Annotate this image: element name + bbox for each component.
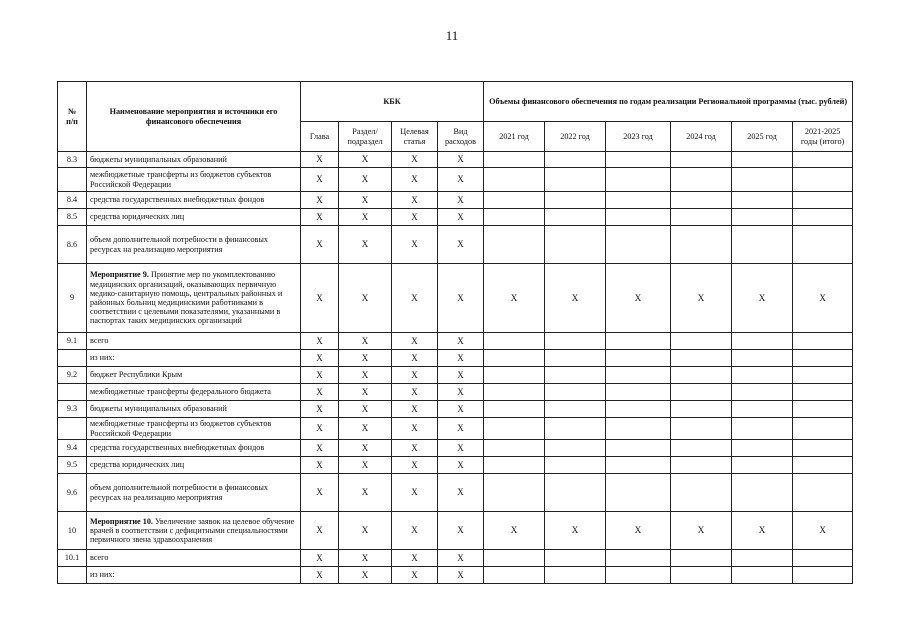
row-text: объем дополнительной потребности в финансовых ресурсах на реализацию мероприятия bbox=[90, 235, 269, 254]
year-amount-cell bbox=[484, 401, 545, 418]
kbk-cell: X bbox=[301, 209, 339, 226]
header-num: № п/п bbox=[58, 82, 87, 152]
year-amount-cell bbox=[793, 401, 853, 418]
kbk-cell: X bbox=[301, 401, 339, 418]
row-description bbox=[87, 418, 301, 440]
kbk-cell: X bbox=[301, 474, 339, 512]
kbk-cell: X bbox=[301, 264, 339, 333]
header-year-col: 2023 год bbox=[606, 122, 671, 152]
year-amount-cell bbox=[671, 192, 732, 209]
year-amount-cell bbox=[545, 209, 606, 226]
header-year-col: 2025 год bbox=[732, 122, 793, 152]
year-amount-cell bbox=[484, 350, 545, 367]
table-row bbox=[58, 367, 853, 384]
year-amount-cell bbox=[671, 418, 732, 440]
year-amount-cell bbox=[606, 457, 671, 474]
year-amount-cell bbox=[793, 457, 853, 474]
year-amount-cell: X bbox=[732, 264, 793, 333]
row-text: средства государственных внебюджетных фондов bbox=[90, 443, 265, 453]
kbk-cell: X bbox=[392, 333, 438, 350]
year-amount-cell bbox=[484, 226, 545, 264]
year-amount-cell bbox=[545, 474, 606, 512]
year-amount-cell bbox=[793, 168, 853, 192]
kbk-cell: X bbox=[339, 192, 392, 209]
kbk-cell: X bbox=[339, 209, 392, 226]
year-amount-cell bbox=[793, 192, 853, 209]
kbk-cell: X bbox=[339, 384, 392, 401]
row-number: 8.3 bbox=[58, 152, 87, 168]
year-amount-cell bbox=[732, 209, 793, 226]
year-amount-cell bbox=[606, 401, 671, 418]
table-row bbox=[58, 209, 853, 226]
row-text: средства государственных внебюджетных фондов bbox=[90, 195, 265, 205]
year-amount-cell bbox=[671, 209, 732, 226]
page-number: 11 bbox=[445, 28, 459, 43]
year-amount-cell bbox=[671, 226, 732, 264]
row-text: Принятие мер по укомплектованию медицинских организаций, оказывающих первичную медико-санитарную помощь, центральных районных и районных больниц медицинскими работниками в соответствии с целевыми показателями, указанными в паспортах таких медицинских организаций bbox=[90, 270, 283, 326]
kbk-cell: X bbox=[438, 333, 484, 350]
year-amount-cell: X bbox=[671, 512, 732, 550]
kbk-cell: X bbox=[339, 152, 392, 168]
kbk-cell: X bbox=[301, 418, 339, 440]
header-funding: Объемы финансового обеспечения по годам реализации Региональной программы (тыс. рублей) bbox=[484, 82, 853, 122]
year-amount-cell: X bbox=[545, 264, 606, 333]
kbk-cell: X bbox=[339, 440, 392, 457]
kbk-cell: X bbox=[392, 401, 438, 418]
kbk-cell: X bbox=[301, 457, 339, 474]
year-amount-cell bbox=[484, 418, 545, 440]
kbk-cell: X bbox=[438, 350, 484, 367]
year-amount-cell bbox=[671, 401, 732, 418]
kbk-cell: X bbox=[438, 401, 484, 418]
year-amount-cell bbox=[671, 384, 732, 401]
kbk-cell: X bbox=[438, 440, 484, 457]
row-text: из них: bbox=[90, 570, 115, 580]
row-text: из них: bbox=[90, 353, 115, 363]
kbk-cell: X bbox=[438, 457, 484, 474]
year-amount-cell: X bbox=[732, 512, 793, 550]
table-row bbox=[58, 440, 853, 457]
year-amount-cell: X bbox=[484, 512, 545, 550]
year-amount-cell bbox=[732, 333, 793, 350]
row-number: 9.2 bbox=[58, 367, 87, 384]
kbk-cell: X bbox=[438, 512, 484, 550]
year-amount-cell bbox=[732, 474, 793, 512]
table-row bbox=[58, 333, 853, 350]
year-amount-cell bbox=[671, 168, 732, 192]
row-number bbox=[58, 418, 87, 440]
year-amount-cell bbox=[793, 333, 853, 350]
row-description bbox=[87, 401, 301, 418]
year-amount-cell bbox=[606, 384, 671, 401]
kbk-cell: X bbox=[301, 226, 339, 264]
row-text: бюджет Республики Крым bbox=[90, 370, 183, 380]
row-description bbox=[87, 384, 301, 401]
table-row bbox=[58, 474, 853, 512]
row-text: бюджеты муниципальных образований bbox=[90, 404, 227, 414]
kbk-cell: X bbox=[438, 152, 484, 168]
kbk-cell: X bbox=[392, 440, 438, 457]
table-row bbox=[58, 567, 853, 584]
year-amount-cell bbox=[484, 367, 545, 384]
kbk-cell: X bbox=[339, 512, 392, 550]
year-amount-cell bbox=[793, 567, 853, 584]
year-amount-cell bbox=[606, 440, 671, 457]
kbk-cell: X bbox=[392, 384, 438, 401]
kbk-cell: X bbox=[301, 350, 339, 367]
year-amount-cell bbox=[732, 152, 793, 168]
year-amount-cell bbox=[732, 401, 793, 418]
year-amount-cell bbox=[732, 384, 793, 401]
row-number bbox=[58, 567, 87, 584]
year-amount-cell bbox=[545, 350, 606, 367]
kbk-cell: X bbox=[438, 209, 484, 226]
row-description bbox=[87, 457, 301, 474]
year-amount-cell bbox=[793, 384, 853, 401]
year-amount-cell bbox=[484, 474, 545, 512]
table-row bbox=[58, 264, 853, 333]
year-amount-cell bbox=[484, 192, 545, 209]
row-text: Увеличение заявок на целевое обучение врачей в соответствии с дефицитными специальностями первичного звена здравоохранения bbox=[90, 516, 295, 545]
year-amount-cell bbox=[732, 192, 793, 209]
year-amount-cell bbox=[484, 457, 545, 474]
year-amount-cell bbox=[606, 474, 671, 512]
row-number: 8.6 bbox=[58, 226, 87, 264]
funding-table bbox=[57, 81, 853, 584]
year-amount-cell: X bbox=[484, 264, 545, 333]
kbk-cell: X bbox=[301, 384, 339, 401]
year-amount-cell bbox=[793, 440, 853, 457]
year-amount-cell bbox=[732, 457, 793, 474]
row-number bbox=[58, 350, 87, 367]
kbk-cell: X bbox=[392, 418, 438, 440]
year-amount-cell bbox=[484, 333, 545, 350]
year-amount-cell bbox=[671, 567, 732, 584]
year-amount-cell bbox=[732, 226, 793, 264]
row-description bbox=[87, 512, 301, 550]
year-amount-cell bbox=[606, 333, 671, 350]
year-amount-cell bbox=[793, 550, 853, 567]
year-amount-cell bbox=[732, 367, 793, 384]
kbk-cell: X bbox=[301, 168, 339, 192]
row-text: всего bbox=[90, 553, 109, 563]
kbk-cell: X bbox=[392, 226, 438, 264]
header-kbk-col: Раздел/ подраздел bbox=[339, 122, 392, 152]
table-row bbox=[58, 418, 853, 440]
kbk-cell: X bbox=[438, 384, 484, 401]
year-amount-cell bbox=[671, 474, 732, 512]
year-amount-cell bbox=[606, 168, 671, 192]
year-amount-cell bbox=[484, 440, 545, 457]
row-text: межбюджетные трансферты из бюджетов субъектов Российской Федерации bbox=[90, 419, 272, 438]
year-amount-cell bbox=[484, 168, 545, 192]
year-amount-cell bbox=[484, 209, 545, 226]
table-row bbox=[58, 226, 853, 264]
row-description bbox=[87, 350, 301, 367]
year-amount-cell bbox=[606, 418, 671, 440]
kbk-cell: X bbox=[392, 367, 438, 384]
table-row bbox=[58, 550, 853, 567]
kbk-cell: X bbox=[438, 168, 484, 192]
kbk-cell: X bbox=[339, 401, 392, 418]
year-amount-cell bbox=[793, 367, 853, 384]
kbk-cell: X bbox=[392, 264, 438, 333]
year-amount-cell bbox=[545, 440, 606, 457]
kbk-cell: X bbox=[339, 168, 392, 192]
year-amount-cell bbox=[671, 367, 732, 384]
row-description bbox=[87, 440, 301, 457]
year-amount-cell bbox=[606, 367, 671, 384]
table-row bbox=[58, 168, 853, 192]
year-amount-cell bbox=[606, 567, 671, 584]
kbk-cell: X bbox=[392, 567, 438, 584]
row-number: 9.3 bbox=[58, 401, 87, 418]
year-amount-cell bbox=[545, 401, 606, 418]
kbk-cell: X bbox=[301, 550, 339, 567]
kbk-cell: X bbox=[301, 440, 339, 457]
row-number: 10 bbox=[58, 512, 87, 550]
kbk-cell: X bbox=[392, 192, 438, 209]
row-description bbox=[87, 226, 301, 264]
header-kbk: КБК bbox=[301, 82, 484, 122]
kbk-cell: X bbox=[392, 474, 438, 512]
kbk-cell: X bbox=[392, 550, 438, 567]
year-amount-cell bbox=[484, 384, 545, 401]
row-description bbox=[87, 567, 301, 584]
kbk-cell: X bbox=[339, 226, 392, 264]
row-text: межбюджетные трансферты федерального бюджета bbox=[90, 387, 271, 397]
row-number: 10.1 bbox=[58, 550, 87, 567]
kbk-cell: X bbox=[392, 209, 438, 226]
year-amount-cell bbox=[545, 418, 606, 440]
year-amount-cell bbox=[732, 168, 793, 192]
row-description bbox=[87, 367, 301, 384]
kbk-cell: X bbox=[339, 418, 392, 440]
header-year-col: 2021-2025 годы (итого) bbox=[793, 122, 853, 152]
row-number bbox=[58, 384, 87, 401]
kbk-cell: X bbox=[392, 457, 438, 474]
year-amount-cell bbox=[606, 350, 671, 367]
row-number: 9.1 bbox=[58, 333, 87, 350]
kbk-cell: X bbox=[339, 350, 392, 367]
measure-title: Мероприятие 10. bbox=[90, 516, 153, 526]
year-amount-cell bbox=[732, 418, 793, 440]
table-row bbox=[58, 512, 853, 550]
year-amount-cell bbox=[606, 152, 671, 168]
kbk-cell: X bbox=[301, 192, 339, 209]
year-amount-cell bbox=[793, 474, 853, 512]
table-row bbox=[58, 152, 853, 168]
kbk-cell: X bbox=[438, 567, 484, 584]
kbk-cell: X bbox=[339, 474, 392, 512]
row-number: 9.4 bbox=[58, 440, 87, 457]
kbk-cell: X bbox=[339, 550, 392, 567]
year-amount-cell bbox=[545, 367, 606, 384]
row-number bbox=[58, 168, 87, 192]
year-amount-cell bbox=[793, 350, 853, 367]
year-amount-cell bbox=[793, 418, 853, 440]
header-kbk-col: Вид расходов bbox=[438, 122, 484, 152]
year-amount-cell bbox=[793, 152, 853, 168]
kbk-cell: X bbox=[339, 367, 392, 384]
row-description bbox=[87, 333, 301, 350]
kbk-cell: X bbox=[438, 418, 484, 440]
year-amount-cell bbox=[671, 440, 732, 457]
kbk-cell: X bbox=[438, 192, 484, 209]
table-row bbox=[58, 384, 853, 401]
kbk-cell: X bbox=[438, 550, 484, 567]
measure-title: Мероприятие 9. bbox=[90, 270, 149, 280]
year-amount-cell bbox=[484, 152, 545, 168]
year-amount-cell bbox=[793, 209, 853, 226]
header-kbk-col: Целевая статья bbox=[392, 122, 438, 152]
header-year-col: 2024 год bbox=[671, 122, 732, 152]
year-amount-cell bbox=[732, 350, 793, 367]
kbk-cell: X bbox=[438, 264, 484, 333]
table-row bbox=[58, 350, 853, 367]
row-number: 9.6 bbox=[58, 474, 87, 512]
year-amount-cell bbox=[732, 440, 793, 457]
kbk-cell: X bbox=[301, 367, 339, 384]
table-row bbox=[58, 401, 853, 418]
year-amount-cell: X bbox=[671, 264, 732, 333]
year-amount-cell bbox=[606, 192, 671, 209]
row-description bbox=[87, 152, 301, 168]
table-row bbox=[58, 457, 853, 474]
row-description bbox=[87, 474, 301, 512]
year-amount-cell bbox=[545, 384, 606, 401]
row-text: объем дополнительной потребности в финансовых ресурсах на реализацию мероприятия bbox=[90, 483, 269, 502]
header-kbk-col: Глава bbox=[301, 122, 339, 152]
year-amount-cell: X bbox=[606, 264, 671, 333]
kbk-cell: X bbox=[301, 567, 339, 584]
kbk-cell: X bbox=[392, 350, 438, 367]
year-amount-cell bbox=[732, 550, 793, 567]
header-year-col: 2022 год bbox=[545, 122, 606, 152]
row-text: средства юридических лиц bbox=[90, 460, 185, 470]
row-number: 9 bbox=[58, 264, 87, 333]
year-amount-cell bbox=[545, 226, 606, 264]
kbk-cell: X bbox=[301, 152, 339, 168]
header-name: Наименование мероприятия и источники его финансового обеспечения bbox=[87, 82, 301, 152]
kbk-cell: X bbox=[339, 567, 392, 584]
year-amount-cell bbox=[484, 567, 545, 584]
kbk-cell: X bbox=[339, 457, 392, 474]
year-amount-cell bbox=[732, 567, 793, 584]
row-description bbox=[87, 209, 301, 226]
year-amount-cell bbox=[545, 567, 606, 584]
row-description bbox=[87, 168, 301, 192]
kbk-cell: X bbox=[438, 226, 484, 264]
year-amount-cell bbox=[671, 550, 732, 567]
row-description bbox=[87, 550, 301, 567]
kbk-cell: X bbox=[301, 333, 339, 350]
row-text: всего bbox=[90, 336, 109, 346]
year-amount-cell bbox=[545, 550, 606, 567]
kbk-cell: X bbox=[339, 333, 392, 350]
year-amount-cell bbox=[606, 209, 671, 226]
year-amount-cell: X bbox=[793, 264, 853, 333]
row-number: 8.4 bbox=[58, 192, 87, 209]
row-number: 9.5 bbox=[58, 457, 87, 474]
row-description bbox=[87, 192, 301, 209]
year-amount-cell bbox=[671, 333, 732, 350]
kbk-cell: X bbox=[392, 152, 438, 168]
table-row bbox=[58, 192, 853, 209]
year-amount-cell bbox=[793, 226, 853, 264]
kbk-cell: X bbox=[392, 512, 438, 550]
year-amount-cell bbox=[545, 152, 606, 168]
kbk-cell: X bbox=[438, 474, 484, 512]
row-text: средства юридических лиц bbox=[90, 212, 185, 222]
kbk-cell: X bbox=[392, 168, 438, 192]
kbk-cell: X bbox=[438, 367, 484, 384]
year-amount-cell bbox=[545, 192, 606, 209]
year-amount-cell bbox=[671, 457, 732, 474]
year-amount-cell bbox=[545, 333, 606, 350]
year-amount-cell bbox=[671, 152, 732, 168]
year-amount-cell bbox=[671, 350, 732, 367]
row-text: межбюджетные трансферты из бюджетов субъектов Российской Федерации bbox=[90, 170, 272, 189]
row-number: 8.5 bbox=[58, 209, 87, 226]
kbk-cell: X bbox=[301, 512, 339, 550]
year-amount-cell bbox=[484, 550, 545, 567]
row-description bbox=[87, 264, 301, 333]
year-amount-cell bbox=[606, 550, 671, 567]
kbk-cell: X bbox=[339, 264, 392, 333]
year-amount-cell bbox=[606, 226, 671, 264]
year-amount-cell: X bbox=[545, 512, 606, 550]
year-amount-cell bbox=[545, 168, 606, 192]
year-amount-cell: X bbox=[606, 512, 671, 550]
header-year-col: 2021 год bbox=[484, 122, 545, 152]
year-amount-cell: X bbox=[793, 512, 853, 550]
row-text: бюджеты муниципальных образований bbox=[90, 154, 227, 164]
year-amount-cell bbox=[545, 457, 606, 474]
